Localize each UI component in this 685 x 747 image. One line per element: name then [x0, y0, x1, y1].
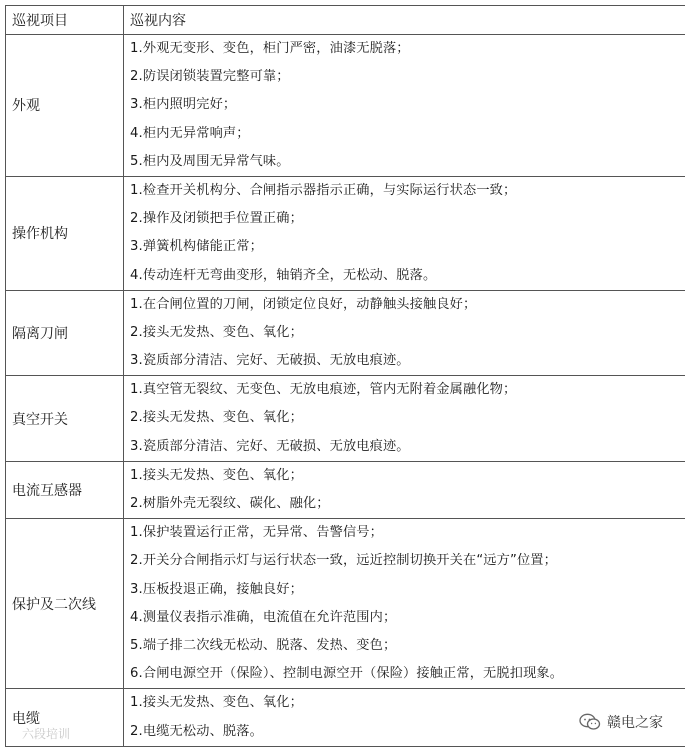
content-line: 3.柜内照明完好； — [130, 91, 685, 119]
content-line: 2.开关分合闸指示灯与运行状态一致，远近控制切换开关在“远方”位置； — [130, 547, 685, 575]
content-line: 4.柜内无异常响声； — [130, 120, 685, 148]
inspection-content — [124, 461, 685, 518]
table-row — [6, 376, 685, 462]
content-line: 3.瓷质部分清洁、完好、无破损、无放电痕迹。 — [130, 433, 685, 461]
watermark-right — [575, 710, 667, 734]
table-header-row — [6, 6, 685, 35]
content-line: 2.接头无发热、变色、氧化； — [130, 404, 685, 432]
table-row — [6, 35, 685, 177]
content-line: 3.瓷质部分清洁、完好、无破损、无放电痕迹。 — [130, 347, 685, 375]
content-line: 1.保护装置运行正常，无异常、告警信号； — [130, 519, 685, 547]
inspection-content — [124, 35, 685, 177]
inspection-item: 隔离刀闸 — [6, 290, 124, 376]
inspection-item: 电流互感器 — [6, 461, 124, 518]
watermark-right-text: 赣电之家 — [607, 712, 663, 732]
content-line: 2.接头无发热、变色、氧化； — [130, 319, 685, 347]
table-row — [6, 519, 685, 689]
content-line: 1.外观无变形、变色，柜门严密，油漆无脱落； — [130, 35, 685, 63]
content-line: 1.真空管无裂纹、无变色、无放电痕迹，管内无附着金属融化物； — [130, 376, 685, 404]
inspection-item: 电缆 — [6, 689, 124, 746]
inspection-content — [124, 376, 685, 462]
inspection-content — [124, 176, 685, 290]
content-line: 1.接头无发热、变色、氧化； — [130, 462, 685, 490]
inspection-item: 真空开关 — [6, 376, 124, 462]
content-line: 2.树脂外壳无裂纹、碳化、融化； — [130, 490, 685, 518]
content-line: 3.弹簧机构储能正常； — [130, 233, 685, 261]
inspection-item: 外观 — [6, 35, 124, 177]
header-item: 巡视项目 — [6, 6, 124, 35]
wechat-icon — [579, 713, 601, 731]
content-line: 5.端子排二次线无松动、脱落、发热、变色； — [130, 632, 685, 660]
table-row — [6, 461, 685, 518]
content-line: 4.传动连杆无弯曲变形，轴销齐全，无松动、脱落。 — [130, 262, 685, 290]
content-line: 2.防误闭锁装置完整可靠； — [130, 63, 685, 91]
content-line: 1.在合闸位置的刀闸，闭锁定位良好，动静触头接触良好； — [130, 291, 685, 319]
content-line: 2.操作及闭锁把手位置正确； — [130, 205, 685, 233]
content-line: 3.压板投退正确，接触良好； — [130, 576, 685, 604]
content-line: 6.合闸电源空开（保险）、控制电源空开（保险）接触正常，无脱扣现象。 — [130, 660, 685, 688]
content-line: 4.测量仪表指示准确，电流值在允许范围内； — [130, 604, 685, 632]
inspection-item: 保护及二次线 — [6, 519, 124, 689]
inspection-content — [124, 290, 685, 376]
watermark-left: 六段培训 — [22, 725, 70, 742]
inspection-content — [124, 519, 685, 689]
content-line: 1.接头无发热、变色、氧化； — [130, 689, 685, 717]
table-row — [6, 176, 685, 290]
content-line: 5.柜内及周围无异常气味。 — [130, 148, 685, 176]
inspection-table — [5, 5, 685, 747]
content-line: 2.电缆无松动、脱落。 — [130, 718, 685, 746]
inspection-item: 操作机构 — [6, 176, 124, 290]
table-row — [6, 290, 685, 376]
content-line: 1.检查开关机构分、合闸指示器指示正确，与实际运行状态一致； — [130, 177, 685, 205]
header-content: 巡视内容 — [124, 6, 685, 35]
